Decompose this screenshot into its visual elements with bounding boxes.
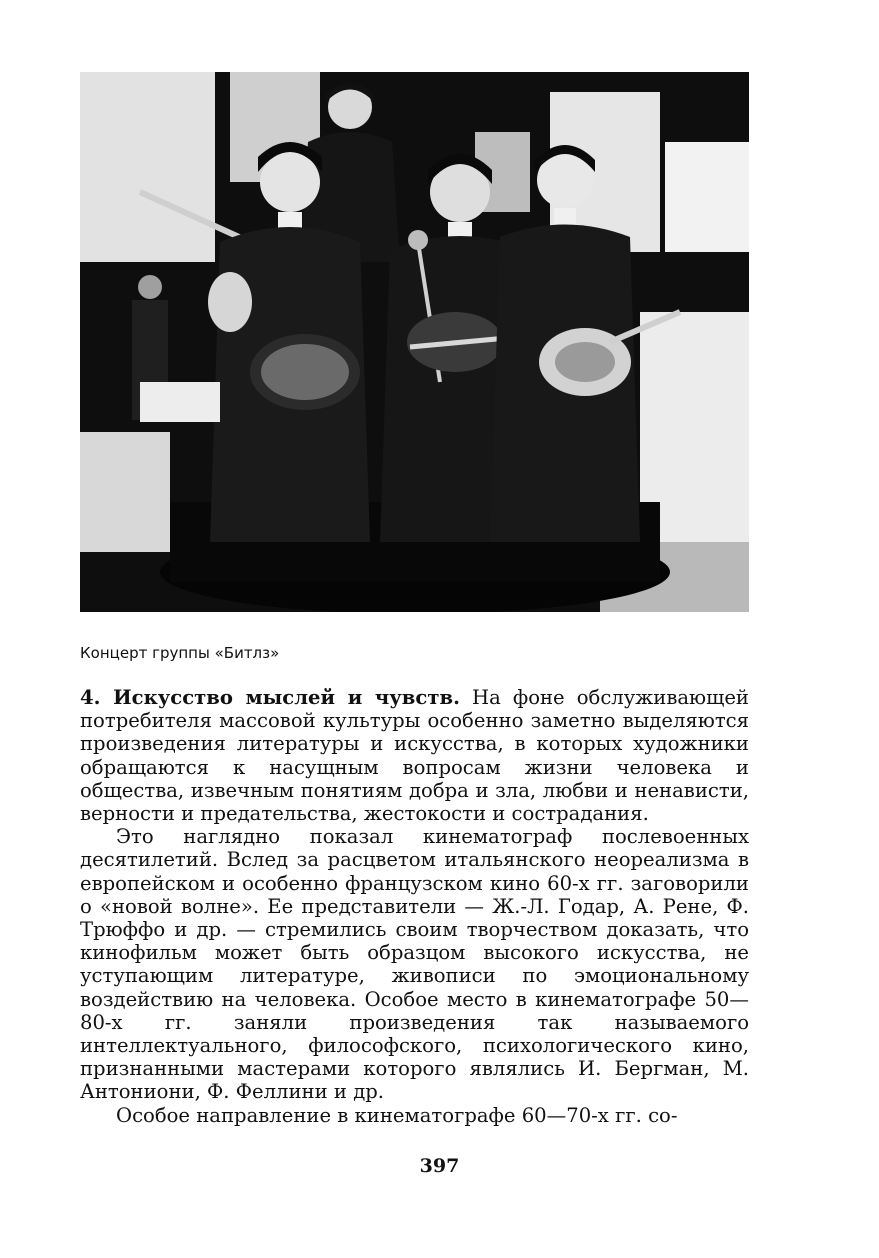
- page-number: 397: [419, 1155, 460, 1177]
- body-text: [80, 686, 749, 1127]
- section-heading: 4. Искусство мыслей и чувств.: [80, 686, 460, 709]
- paragraph-1-text: На фоне обслуживающей потребителя массовой культуры особенно заметно выделяются произведения литературы и искусства, в которых художники обращаются к насущным вопросам жизни человека и общества, извечным понятиям добра и зла, любви и ненависти, верности и предательства, жестокости и сострадания.: [80, 686, 749, 826]
- photo-illustration: [80, 72, 749, 612]
- paragraph-2: Это наглядно показал кинематограф послевоенных десятилетий. Вслед за расцветом итальянского неореализма в европейском и особенно французском кино 60-х гг. заговорили о «новой волне». Ее представители — Ж.-Л. Годар, А. Рене, Ф. Трюффо и др. — стремились своим творчеством доказать, что кинофильм может быть образцом высокого искусства, не уступающим литературе, живописи по эмоциональному воздействию на человека. Особое место в кинематографе 50—80-х гг. заняли произведения так называемого интеллектуального, философского, психологического кино, признанными мастерами которого являлись И. Бергман, М. Антониони, Ф. Феллини и др.: [80, 825, 749, 1104]
- paragraph-1: [80, 686, 749, 825]
- beatles-concert-photo: [80, 72, 749, 612]
- paragraph-3: Особое направление в кинематографе 60—70-х гг. со-: [116, 1103, 678, 1127]
- photo-caption: Концерт группы «Битлз»: [80, 644, 280, 662]
